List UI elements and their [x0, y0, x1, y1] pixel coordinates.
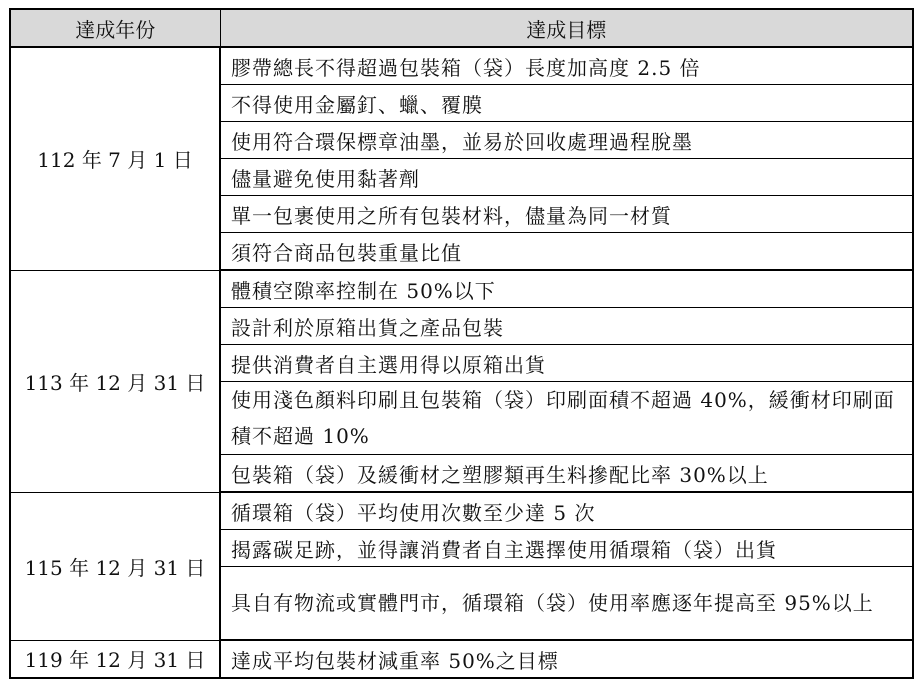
goal-cell: 達成平均包裝材減重率 50%之目標 [220, 640, 913, 678]
table-row [10, 270, 913, 308]
goal-cell: 儘量避免使用黏著劑 [220, 159, 913, 196]
goal-cell: 單一包裹使用之所有包裝材料，儘量為同一材質 [220, 196, 913, 233]
goal-cell: 具自有物流或實體門市，循環箱（袋）使用率應逐年提高至 95%以上 [220, 567, 913, 641]
year-cell: 112 年 7 月 1 日 [10, 47, 220, 270]
header-row [10, 9, 913, 47]
goal-cell: 包裝箱（袋）及緩衝材之塑膠類再生料摻配比率 30%以上 [220, 455, 913, 493]
year-cell: 119 年 12 月 31 日 [10, 640, 220, 678]
goals-table [9, 8, 914, 679]
header-year: 達成年份 [10, 9, 220, 47]
goal-cell: 須符合商品包裝重量比值 [220, 233, 913, 271]
goal-cell: 循環箱（袋）平均使用次數至少達 5 次 [220, 492, 913, 530]
goal-cell: 體積空隙率控制在 50%以下 [220, 270, 913, 308]
table-row [10, 492, 913, 530]
year-cell: 113 年 12 月 31 日 [10, 270, 220, 492]
goal-cell: 不得使用金屬釘、蠟、覆膜 [220, 85, 913, 122]
goal-cell: 提供消費者自主選用得以原箱出貨 [220, 345, 913, 382]
goal-cell: 揭露碳足跡，並得讓消費者自主選擇使用循環箱（袋）出貨 [220, 530, 913, 567]
goal-cell: 使用淺色顏料印刷且包裝箱（袋）印刷面積不超過 40%，緩衝材印刷面積不超過 10% [220, 382, 913, 455]
year-cell: 115 年 12 月 31 日 [10, 492, 220, 640]
goal-cell: 設計利於原箱出貨之產品包裝 [220, 308, 913, 345]
goal-cell: 膠帶總長不得超過包裝箱（袋）長度加高度 2.5 倍 [220, 47, 913, 85]
table-row [10, 640, 913, 678]
table-row [10, 47, 913, 85]
header-goal: 達成目標 [220, 9, 913, 47]
goal-cell: 使用符合環保標章油墨，並易於回收處理過程脫墨 [220, 122, 913, 159]
